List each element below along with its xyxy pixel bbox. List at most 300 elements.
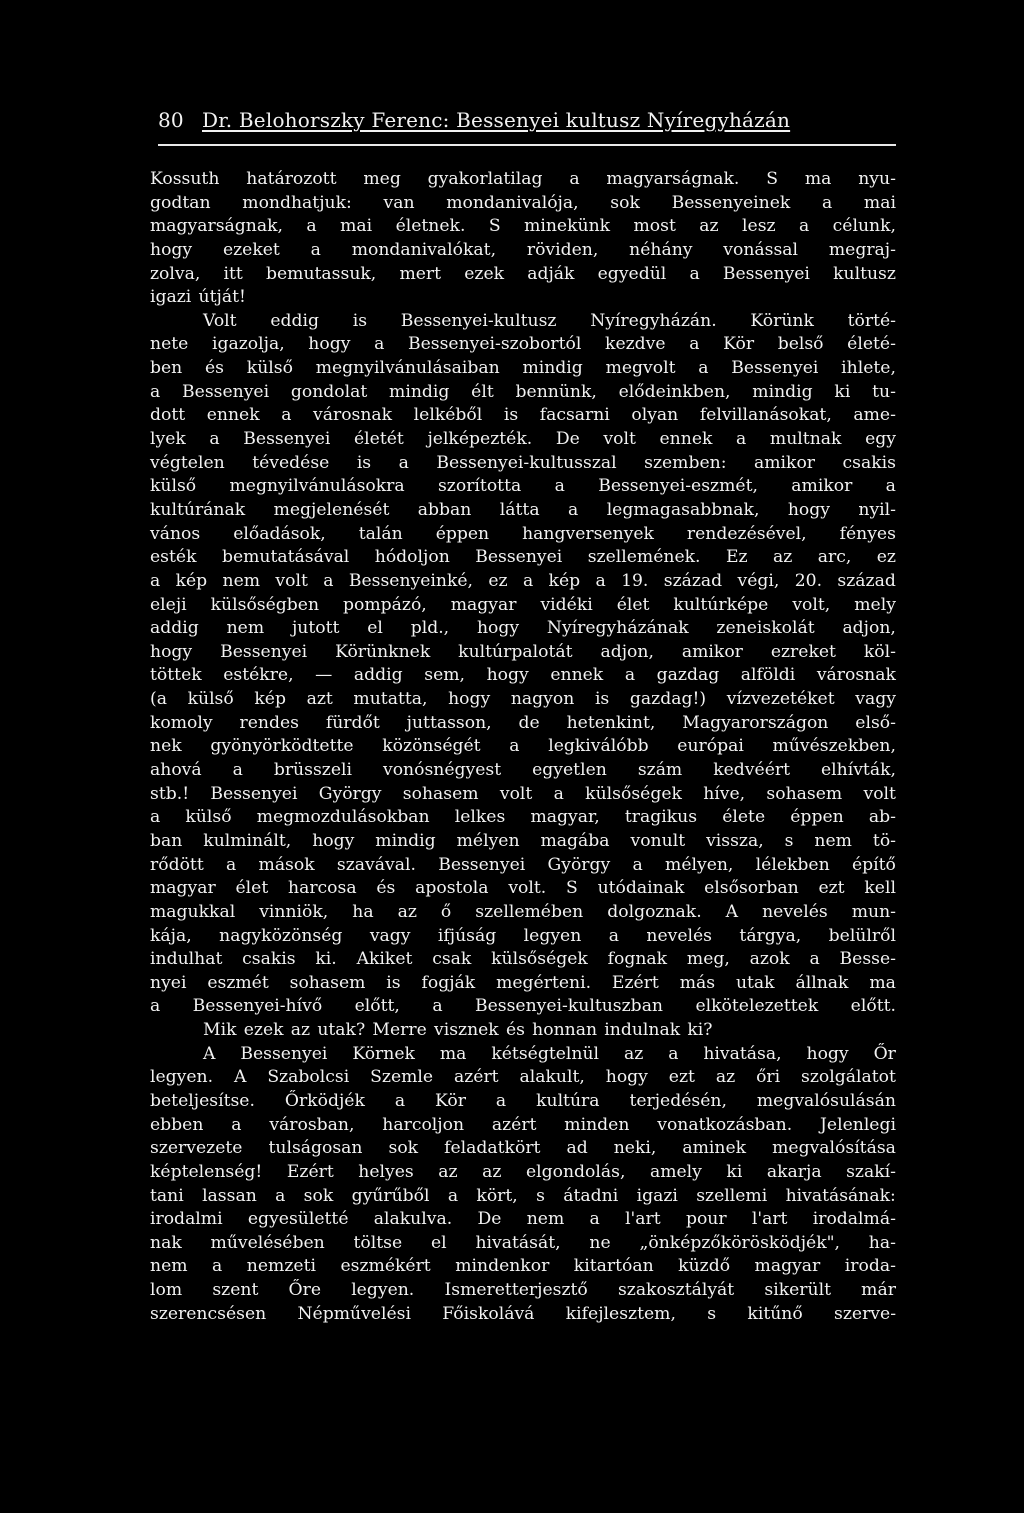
word: a bbox=[432, 996, 443, 1017]
word: ihlete, bbox=[841, 358, 896, 379]
word: végi, bbox=[737, 570, 780, 591]
word: a bbox=[275, 1185, 286, 1206]
word: eddig bbox=[270, 310, 319, 331]
word: jutott bbox=[291, 618, 340, 639]
word: Őr bbox=[873, 1043, 896, 1064]
word: a bbox=[150, 996, 161, 1017]
word: alakulva. bbox=[373, 1209, 453, 1230]
word: György bbox=[318, 783, 382, 804]
word: sikerült bbox=[764, 1280, 831, 1301]
text-line bbox=[150, 192, 896, 216]
word: hogy bbox=[308, 334, 351, 355]
word: töltse bbox=[353, 1232, 403, 1253]
text-line bbox=[150, 1066, 896, 1090]
word: honnan bbox=[532, 1020, 598, 1041]
word: azok bbox=[749, 949, 790, 970]
word: talán bbox=[358, 523, 403, 544]
word: az bbox=[773, 547, 793, 568]
word: vissza, bbox=[706, 830, 764, 851]
word: komoly bbox=[150, 712, 213, 733]
word: is bbox=[352, 310, 368, 331]
word: lelkéből bbox=[413, 405, 483, 426]
word: megvalósítása bbox=[772, 1138, 896, 1159]
word: a bbox=[553, 783, 564, 804]
word: S bbox=[488, 216, 501, 237]
word: kultúra bbox=[536, 1090, 600, 1111]
word: pour bbox=[685, 1209, 727, 1230]
word: vízvezetéket bbox=[726, 689, 835, 710]
word: is bbox=[503, 405, 519, 426]
word: hivatásának: bbox=[785, 1185, 896, 1206]
word: sok bbox=[610, 192, 640, 213]
word: Mik bbox=[203, 1020, 237, 1041]
word: Kör bbox=[723, 334, 755, 355]
text-line bbox=[150, 995, 896, 1019]
word: kitartóan bbox=[573, 1256, 654, 1277]
text-line bbox=[150, 688, 896, 712]
word: a bbox=[568, 499, 579, 520]
text-line bbox=[150, 1208, 896, 1232]
word: városnak bbox=[313, 405, 393, 426]
word: S bbox=[766, 169, 779, 189]
word: irodalmi bbox=[150, 1209, 223, 1230]
word: nevelés bbox=[646, 925, 712, 946]
word: hetenkint, bbox=[566, 712, 656, 733]
word: a bbox=[495, 1090, 507, 1111]
word: nyu- bbox=[858, 169, 896, 189]
word: az bbox=[397, 901, 417, 922]
word: látta bbox=[499, 499, 540, 520]
word: magyar, bbox=[530, 807, 600, 828]
word: volt bbox=[275, 570, 308, 591]
word: ezt bbox=[818, 878, 845, 899]
word: el bbox=[430, 1232, 447, 1253]
word: Ez bbox=[725, 547, 748, 568]
word: csak bbox=[432, 949, 472, 970]
word: Bessenyeinek bbox=[671, 192, 791, 213]
word: Ezért bbox=[611, 972, 659, 993]
word: Bessenyei-kultusz bbox=[400, 310, 557, 331]
word: egyetlen bbox=[532, 760, 607, 781]
word: s bbox=[536, 1185, 545, 1206]
word: a bbox=[809, 949, 820, 970]
word: útját! bbox=[198, 287, 246, 308]
word: mely bbox=[854, 594, 896, 615]
word: volt bbox=[863, 783, 896, 804]
word: ez bbox=[876, 547, 896, 568]
word: mun- bbox=[851, 901, 896, 922]
word: kitűnő bbox=[747, 1303, 803, 1324]
word: a bbox=[799, 216, 810, 237]
word: életét bbox=[353, 429, 404, 450]
word: hogy bbox=[476, 618, 520, 639]
word: bemutatásával bbox=[221, 547, 350, 568]
word: ebben bbox=[150, 1114, 204, 1135]
word: nem bbox=[814, 830, 852, 851]
word: indulnak bbox=[604, 1020, 681, 1041]
word: ez bbox=[488, 570, 508, 591]
text-line bbox=[150, 168, 896, 192]
word: amikor bbox=[791, 476, 853, 497]
word: neki, bbox=[613, 1138, 657, 1159]
text-line bbox=[150, 428, 896, 452]
word: külsőségek bbox=[491, 949, 588, 970]
word: ezeket bbox=[222, 239, 280, 260]
word: egyesületté bbox=[247, 1209, 349, 1230]
word: Népművelési bbox=[297, 1303, 411, 1324]
word: mert bbox=[399, 263, 442, 284]
word: vonósnégyest bbox=[382, 760, 502, 781]
word: hogy bbox=[605, 1067, 648, 1088]
word: tö- bbox=[872, 830, 896, 851]
word: tragikus bbox=[624, 807, 698, 828]
word: magyar bbox=[450, 594, 517, 615]
word: mindenkor bbox=[455, 1256, 550, 1277]
word: Bessenyei bbox=[731, 358, 819, 379]
word: ennek bbox=[206, 405, 260, 426]
word: igazi bbox=[150, 287, 192, 308]
word: életé- bbox=[847, 334, 896, 355]
text-line bbox=[150, 594, 896, 618]
word: mindig bbox=[375, 830, 436, 851]
word: szavával. bbox=[336, 854, 416, 875]
text-line bbox=[150, 759, 896, 783]
word: mélyen, bbox=[665, 854, 734, 875]
word: magyarságnak. bbox=[606, 169, 740, 189]
word: godtan bbox=[150, 192, 211, 213]
word: mindig bbox=[752, 381, 813, 402]
word: most bbox=[633, 216, 676, 237]
word: utak? bbox=[317, 1020, 366, 1041]
running-head-title: Dr. Belohorszky Ferenc: Bessenyei kultusz Nyíregyházán bbox=[202, 108, 791, 132]
word: Őrködjék bbox=[284, 1090, 365, 1111]
word: sok bbox=[388, 1138, 419, 1159]
word: más bbox=[679, 972, 716, 993]
text-line bbox=[150, 901, 896, 925]
word: megvalósulásán bbox=[756, 1090, 896, 1111]
word: (a bbox=[150, 689, 167, 710]
word: vonatkozásban. bbox=[657, 1114, 793, 1135]
text-line bbox=[150, 617, 896, 641]
word: magyar bbox=[150, 878, 216, 899]
word: lassan bbox=[202, 1185, 257, 1206]
word: adják bbox=[527, 263, 575, 284]
word: a bbox=[323, 570, 334, 591]
word: adjon, bbox=[842, 618, 896, 639]
word: Körünk bbox=[750, 310, 814, 331]
word: a bbox=[821, 192, 833, 213]
word: az bbox=[715, 1067, 736, 1088]
word: ma bbox=[804, 169, 832, 189]
word: nek bbox=[150, 736, 182, 757]
word: és bbox=[376, 878, 396, 899]
word: is bbox=[386, 972, 401, 993]
word: Ismeretterjesztő bbox=[444, 1280, 588, 1301]
word: s bbox=[707, 1303, 717, 1324]
word: élet bbox=[616, 594, 650, 615]
word: végtelen bbox=[150, 452, 225, 473]
text-line bbox=[150, 877, 896, 901]
word: kultúrképe bbox=[673, 594, 769, 615]
text-line bbox=[150, 1279, 896, 1303]
word: brüsszeli bbox=[273, 760, 352, 781]
word: zolva, bbox=[150, 263, 201, 284]
word: legyen. bbox=[150, 1067, 214, 1088]
word: hogy bbox=[486, 665, 529, 686]
word: sohasem bbox=[289, 972, 366, 993]
word: szerencsésen bbox=[150, 1303, 267, 1324]
word: volt bbox=[603, 429, 636, 450]
word: hogy bbox=[150, 641, 193, 662]
word: hogy bbox=[448, 689, 491, 710]
word: tárgya, bbox=[739, 925, 802, 946]
word: Bessenyei-szobortól bbox=[407, 334, 582, 355]
word: a bbox=[310, 239, 321, 260]
word: addig bbox=[353, 665, 403, 686]
word: az bbox=[623, 1043, 644, 1064]
word: töttek bbox=[150, 665, 202, 686]
word: ban bbox=[150, 830, 183, 851]
word: hivatását, bbox=[475, 1232, 561, 1253]
word: hangversenyek bbox=[522, 523, 654, 544]
word: éppen bbox=[435, 523, 490, 544]
word: adjon, bbox=[600, 641, 654, 662]
word: élt bbox=[471, 381, 494, 402]
word: apostola bbox=[415, 878, 489, 899]
word: Bessenyei-kultuszban bbox=[474, 996, 664, 1017]
word: a bbox=[226, 854, 237, 875]
word: Körünknek bbox=[335, 641, 431, 662]
word: amikor bbox=[681, 641, 743, 662]
text-line bbox=[150, 712, 896, 736]
word: de bbox=[518, 712, 540, 733]
word: ennek bbox=[550, 665, 604, 686]
word: kétségtelnül bbox=[491, 1043, 600, 1064]
word: De bbox=[477, 1209, 502, 1230]
word: külsőségben bbox=[210, 594, 320, 615]
word: tévedése bbox=[252, 452, 330, 473]
word: kája, bbox=[150, 925, 192, 946]
word: megraj- bbox=[828, 239, 896, 260]
word: a bbox=[231, 1114, 242, 1135]
word: a bbox=[447, 1185, 459, 1206]
word: Volt bbox=[203, 310, 237, 331]
word: század bbox=[663, 570, 723, 591]
word: elsősorban bbox=[704, 878, 799, 899]
word: azért bbox=[453, 1067, 499, 1088]
word: vonult bbox=[630, 830, 686, 851]
word: fürdőt bbox=[325, 712, 380, 733]
running-head bbox=[150, 100, 896, 146]
word: mutatta, bbox=[353, 689, 428, 710]
header-rule bbox=[158, 144, 896, 146]
body-text bbox=[150, 168, 896, 1326]
word: 20. bbox=[794, 570, 823, 591]
word: a bbox=[281, 405, 292, 426]
text-line bbox=[150, 333, 896, 357]
word: képtelenség! bbox=[150, 1161, 263, 1182]
word: utódainak bbox=[597, 878, 685, 899]
word: hivatása, bbox=[703, 1043, 782, 1064]
word: vagy bbox=[369, 925, 411, 946]
word: gondolat bbox=[290, 381, 368, 402]
text-line bbox=[150, 1185, 896, 1209]
word: s bbox=[784, 830, 794, 851]
word: csakis bbox=[842, 452, 896, 473]
word: ezek bbox=[243, 1020, 284, 1041]
word: tani bbox=[150, 1185, 184, 1206]
word: minekünk bbox=[524, 216, 611, 237]
text-line bbox=[150, 1232, 896, 1256]
word: ennek bbox=[659, 429, 713, 450]
word: harcoljon bbox=[382, 1114, 465, 1135]
text-line bbox=[150, 1255, 896, 1279]
word: szolgálatot bbox=[801, 1067, 896, 1088]
word: közönségét bbox=[382, 736, 481, 757]
word: vinniök, bbox=[259, 901, 329, 922]
word: magyarságnak, bbox=[150, 216, 283, 237]
word: megérteni. bbox=[496, 972, 592, 993]
word: Besse- bbox=[839, 949, 896, 970]
word: Nyíregyházán. bbox=[590, 310, 717, 331]
word: nem bbox=[150, 1256, 188, 1277]
word: hogy bbox=[787, 499, 830, 520]
word: a bbox=[209, 429, 220, 450]
word: multnak bbox=[769, 429, 842, 450]
word: élete bbox=[722, 807, 766, 828]
text-line bbox=[150, 1019, 896, 1043]
text-line bbox=[150, 215, 896, 239]
word: mindig bbox=[389, 381, 450, 402]
word: ifjúság bbox=[437, 925, 497, 946]
text-line bbox=[150, 1303, 896, 1327]
word: építő bbox=[851, 854, 896, 875]
word: szemben: bbox=[644, 452, 727, 473]
word: Kör bbox=[435, 1090, 466, 1111]
word: kezdve bbox=[605, 334, 666, 355]
word: éppen bbox=[790, 807, 844, 828]
word: lélekben bbox=[755, 854, 830, 875]
word: külső bbox=[246, 358, 293, 379]
word: ma bbox=[869, 972, 896, 993]
page-number: 80 bbox=[158, 108, 184, 132]
word: legmagasabbnak, bbox=[606, 499, 760, 520]
word: pld., bbox=[410, 618, 450, 639]
word: a bbox=[689, 334, 700, 355]
word: néhány bbox=[629, 239, 693, 260]
text-line bbox=[150, 310, 896, 334]
word: a bbox=[150, 807, 161, 828]
word: szakí- bbox=[846, 1161, 896, 1182]
word: egyedül bbox=[597, 263, 667, 284]
word: azt bbox=[306, 689, 333, 710]
word: ki bbox=[834, 381, 851, 402]
word: sohasem bbox=[402, 783, 479, 804]
word: már bbox=[861, 1280, 896, 1301]
word: lom bbox=[150, 1280, 183, 1301]
word: ma bbox=[439, 1043, 467, 1064]
word: vános bbox=[150, 523, 201, 544]
word: köl- bbox=[863, 641, 896, 662]
word: ha- bbox=[868, 1232, 896, 1253]
word: volt, bbox=[792, 594, 831, 615]
word: a bbox=[232, 760, 243, 781]
word: nak bbox=[150, 1232, 182, 1253]
word: század bbox=[837, 570, 896, 591]
text-line bbox=[150, 854, 896, 878]
word: abban bbox=[417, 499, 472, 520]
word: fogják bbox=[421, 972, 476, 993]
text-line bbox=[150, 735, 896, 759]
word: beteljesítse. bbox=[150, 1090, 255, 1111]
word: nagyon bbox=[510, 689, 575, 710]
word: elődeinkben, bbox=[618, 381, 731, 402]
word: aminek bbox=[682, 1138, 747, 1159]
word: ha bbox=[352, 901, 374, 922]
word: nete bbox=[150, 334, 189, 355]
word: helyes bbox=[358, 1161, 414, 1182]
word: lyek bbox=[150, 429, 186, 450]
text-line bbox=[150, 357, 896, 381]
word: legkiválóbb bbox=[548, 736, 649, 757]
text-line bbox=[150, 570, 896, 594]
word: A bbox=[725, 901, 739, 922]
word: szám bbox=[637, 760, 683, 781]
word: addig bbox=[150, 618, 199, 639]
word: facsarni bbox=[539, 405, 610, 426]
word: Ezért bbox=[286, 1161, 334, 1182]
word: a bbox=[554, 476, 565, 497]
word: Kossuth bbox=[150, 169, 220, 189]
word: alföldi bbox=[740, 665, 796, 686]
word: dott bbox=[150, 405, 186, 426]
word: magába bbox=[540, 830, 610, 851]
word: mélyen bbox=[456, 830, 520, 851]
word: „önképzőkörösködjék", bbox=[639, 1232, 840, 1253]
word: élet bbox=[235, 878, 269, 899]
text-line bbox=[150, 806, 896, 830]
word: ő bbox=[440, 901, 452, 922]
word: — bbox=[315, 665, 333, 686]
word: dolgoznak. bbox=[607, 901, 702, 922]
word: megmozdulásokban bbox=[256, 807, 430, 828]
word: 19. bbox=[621, 570, 649, 591]
word: Bessenyei-kultusszal bbox=[436, 452, 617, 473]
word: szellemének. bbox=[587, 547, 701, 568]
word: olyan bbox=[631, 405, 679, 426]
text-line bbox=[150, 286, 896, 310]
word: ezt bbox=[668, 1067, 695, 1088]
word: hódoljon bbox=[374, 547, 450, 568]
word: szervezete bbox=[150, 1138, 243, 1159]
word: az bbox=[699, 216, 719, 237]
word: és bbox=[205, 358, 225, 379]
word: küzdő bbox=[678, 1256, 731, 1277]
text-line bbox=[150, 546, 896, 570]
word: nyil- bbox=[858, 499, 896, 520]
word: tu- bbox=[872, 381, 896, 402]
word: igazi bbox=[636, 1185, 678, 1206]
word: belső bbox=[777, 334, 824, 355]
word: törté- bbox=[847, 310, 896, 331]
word: külső bbox=[185, 807, 232, 828]
word: célunk, bbox=[832, 216, 896, 237]
word: ben bbox=[150, 358, 183, 379]
word: tulságosan bbox=[268, 1138, 363, 1159]
word: röviden, bbox=[526, 239, 599, 260]
word: vonással bbox=[723, 239, 799, 260]
word: ezreket bbox=[770, 641, 836, 662]
